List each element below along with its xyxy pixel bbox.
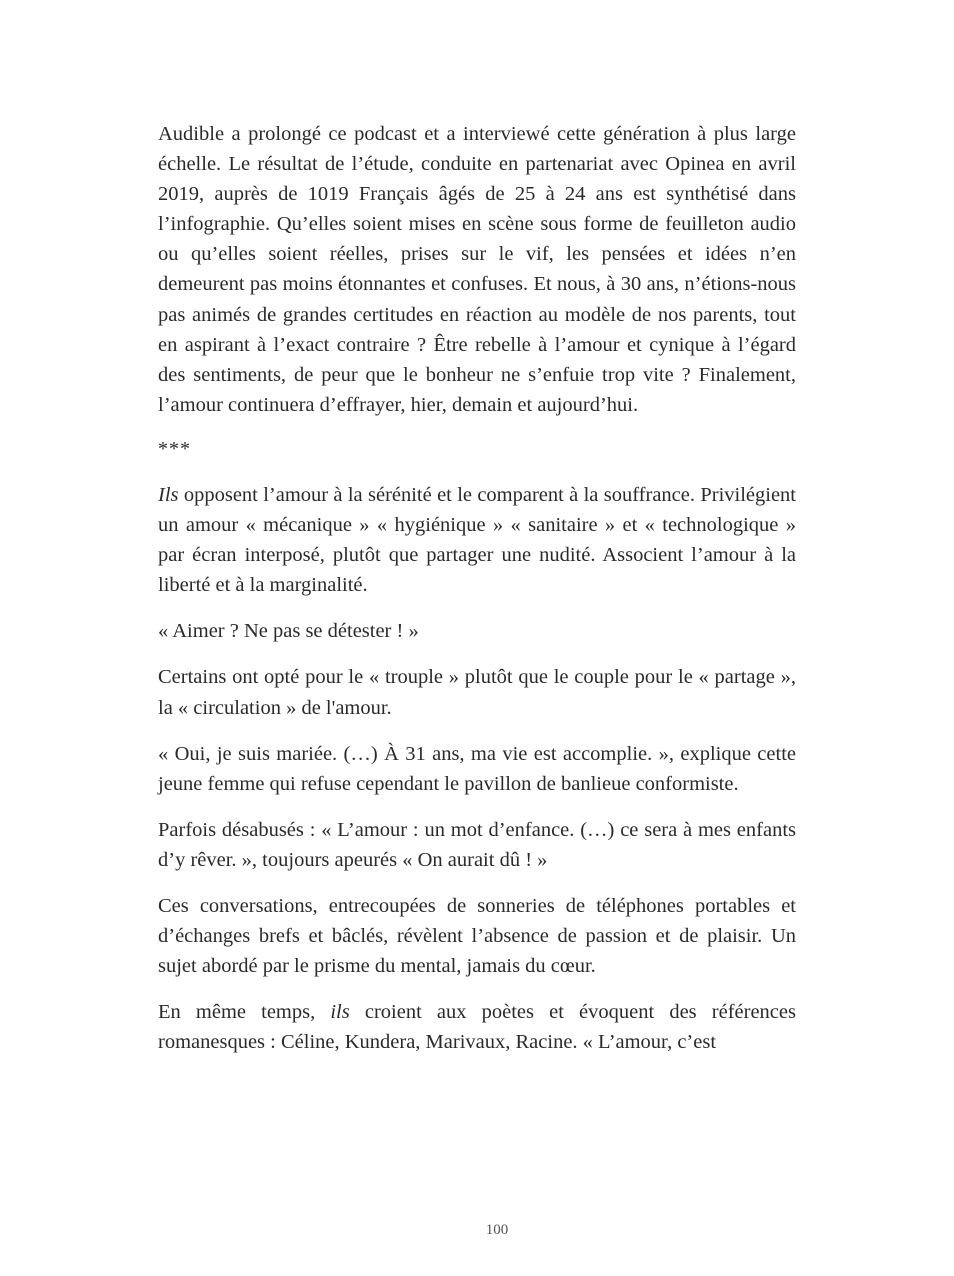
quote-aimer: « Aimer ? Ne pas se détester ! » (158, 620, 419, 643)
paragraph-poetes (158, 997, 796, 1057)
paragraph-audible-study: Audible a prolongé ce podcast et a interviewé cette génération à plus large échelle. Le résultat de l’étude, conduite en partenariat avec Opinea en avril 2019, auprès de 1019 Français âgés de 25 à 24 ans est synthétisé dans l’infographie. Qu’elles soient mises en scène sous forme de feuilleton audio ou qu’elles soient réelles, prises sur le vif, les pensées et idées n’en demeurent pas moins étonnantes et confuses. Et nous, à 30 ans, n’étions-nous pas animés de grandes certitudes en réaction au modèle de nos parents, tout en aspirant à l’exact contraire ? Être rebelle à l’amour et cynique à l’égard des sentiments, de peur que le bonheur ne s’enfuie trop vite ? Finalement, l’amour continuera d’effrayer, hier, demain et aujourd’hui. (158, 123, 796, 416)
italic-ils-2: ils (330, 1001, 350, 1024)
paragraph-ils-opposent (158, 480, 796, 600)
paragraph-ils-opposent-text: opposent l’amour à la sérénité et le comparent à la souffrance. Privilégient un amour « mécanique » « hygiénique » « sanitaire » et « technologique » par écran interposé, plutôt que partager une nudité. Associent l’amour à la liberté et à la marginalité. (158, 483, 796, 597)
paragraph-poetes-text: croient aux poètes et évoquent des références romanesques : Céline, Kundera, Marivaux, Racine. « L’amour, c’est (158, 1001, 796, 1054)
paragraph-poetes-start: En même temps, (158, 1001, 331, 1024)
italic-ils: Ils (158, 483, 179, 506)
paragraph-desabuses: Parfois désabusés : « L’amour : un mot d’enfance. (…) ce sera à mes enfants d’y rêver. », toujours apeurés « On aurait dû ! » (158, 818, 796, 871)
paragraph-trouple: Certains ont opté pour le « trouple » plutôt que le couple pour le « partage », la « circulation » de l'amour. (158, 666, 796, 719)
page-body (158, 119, 796, 1057)
page-number: 100 (485, 1222, 509, 1238)
paragraph-mariee: « Oui, je suis mariée. (…) À 31 ans, ma vie est accomplie. », explique cette jeune femme qui refuse cependant le pavillon de banlieue conformiste. (158, 742, 796, 795)
paragraph-conversations: Ces conversations, entrecoupées de sonneries de téléphones portables et d’échanges brefs et bâclés, révèlent l’absence de passion et de plaisir. Un sujet abordé par le prisme du mental, jamais du cœur. (158, 894, 796, 978)
section-separator: *** (158, 437, 191, 460)
